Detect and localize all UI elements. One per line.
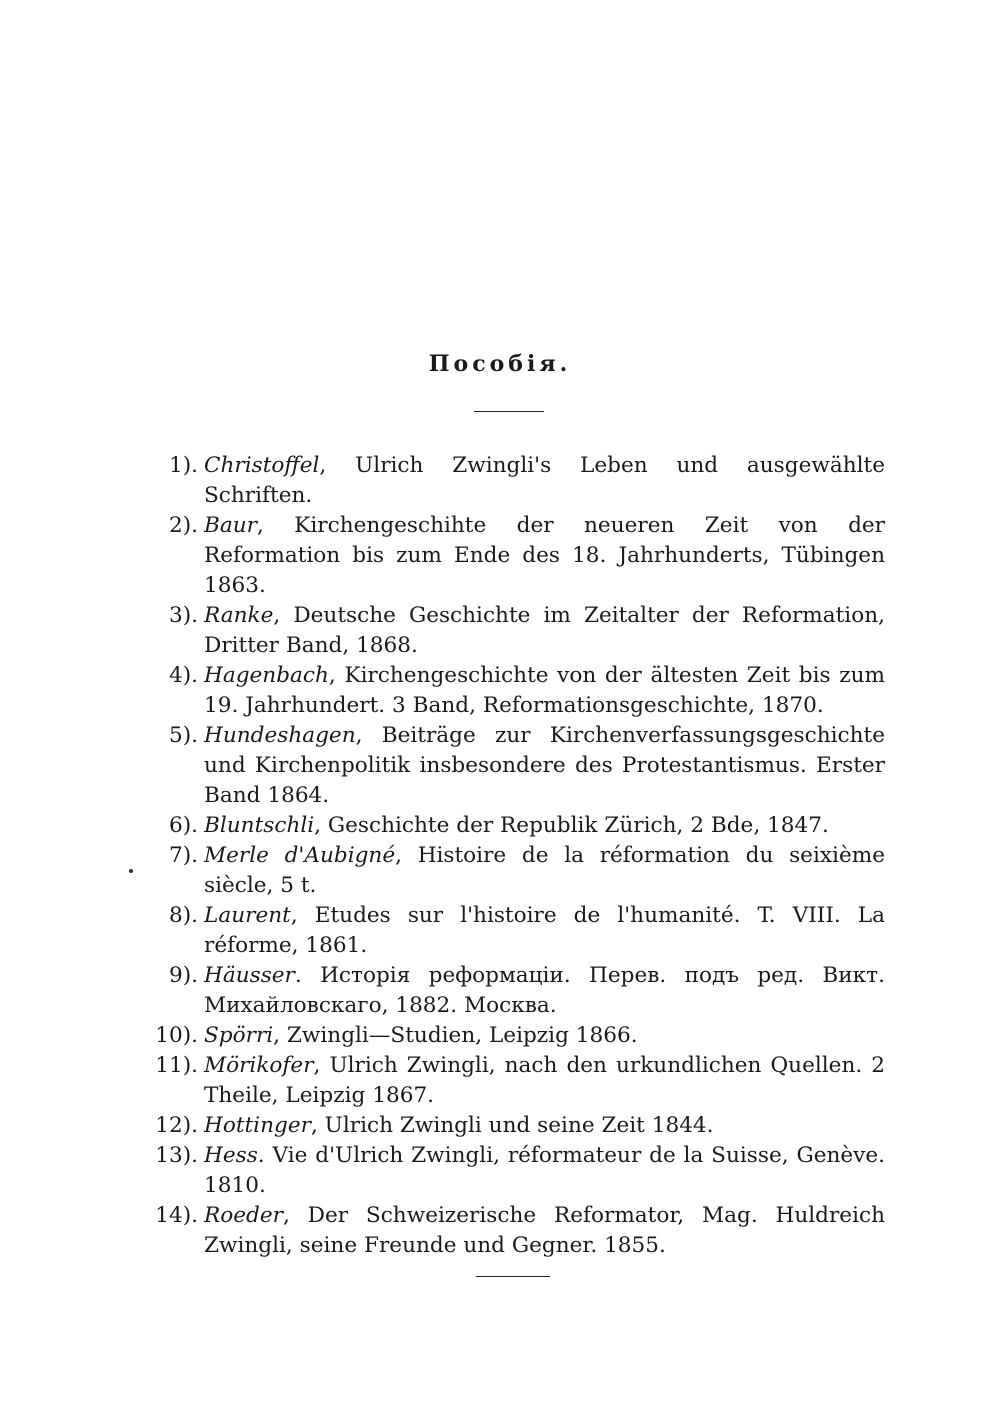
bibliography-entry — [140, 841, 885, 901]
entry-author: Laurent — [204, 903, 291, 928]
entry-title: Geschichte der Republik Zürich, 2 Bde, 1847. — [327, 813, 829, 838]
bibliography-entry — [140, 451, 885, 511]
entry-text: Hottinger, Ulrich Zwingli und seine Zeit 1844. — [204, 1113, 714, 1138]
bibliography-entry — [140, 1111, 885, 1141]
entry-title: Zwingli—Studien, Leipzig 1866. — [286, 1023, 638, 1048]
entry-title: Ulrich Zwingli und seine Zeit 1844. — [324, 1113, 714, 1138]
entry-text: Laurent, Etudes sur l'histoire de l'humanité. T. VIII. La réforme, 1861. — [204, 903, 885, 958]
bibliography-entry — [140, 811, 885, 841]
entry-number: 9). — [168, 963, 198, 988]
bibliography-entry — [140, 1051, 885, 1111]
bibliography-entry — [140, 961, 885, 1021]
entry-author: Christoffel — [204, 453, 320, 478]
entry-text: Roeder, Der Schweizerische Reformator, Mag. Huldreich Zwingli, seine Freunde und Gegner. 1855. — [204, 1203, 885, 1258]
bibliography-entry — [140, 901, 885, 961]
entry-text: Hagenbach, Kirchengeschichte von der ältesten Zeit bis zum 19. Jahrhundert. 3 Band, Reformationsgeschichte, 1870. — [204, 663, 886, 718]
entry-number: 8). — [168, 903, 198, 928]
bibliography-entry — [140, 511, 885, 601]
entry-text: Spörri, Zwingli—Studien, Leipzig 1866. — [204, 1023, 638, 1048]
end-divider — [476, 1276, 550, 1277]
entry-text: Mörikofer, Ulrich Zwingli, nach den urkundlichen Quellen. 2 Theile, Leipzig 1867. — [204, 1053, 885, 1108]
entry-number: 12). — [155, 1113, 198, 1138]
bibliography-entry — [140, 1141, 885, 1201]
entry-number: 6). — [168, 813, 198, 838]
entry-text: Häusser. Исторія реформаціи. Перев. подъ ред. Викт. Михайловскаго, 1882. Москва. — [204, 963, 885, 1018]
entry-number: 14). — [155, 1203, 198, 1228]
entry-number: 10). — [155, 1023, 198, 1048]
entry-author: Spörri — [204, 1023, 274, 1048]
entry-title: Vie d'Ulrich Zwingli, réformateur de la Suisse, Genève. 1810. — [204, 1143, 885, 1198]
entry-author: Roeder — [204, 1203, 283, 1228]
entry-text: Merle d'Aubigné, Histoire de la réformation du seixième siècle, 5 t. — [204, 843, 885, 898]
entry-author: Merle d'Aubigné — [204, 843, 396, 868]
entry-number: 3). — [168, 603, 198, 628]
entry-author: Ranke — [204, 603, 274, 628]
entry-title: Histoire de la réformation du seixième siècle, 5 t. — [204, 843, 885, 898]
entry-author: Häusser — [204, 963, 295, 988]
entry-author: Baur — [204, 513, 257, 538]
entry-number: 11). — [155, 1053, 198, 1078]
entry-title: Beiträge zur Kirchenverfassungsgeschichte und Kirchenpolitik insbesondere des Protestantismus. Erster Band 1864. — [204, 723, 885, 808]
entry-author: Hagenbach — [204, 663, 329, 688]
entry-title: Ulrich Zwingli's Leben und ausgewählte Schriften. — [204, 453, 885, 508]
print-speck — [129, 869, 133, 873]
entry-title: Kirchengeschichte von der ältesten Zeit bis zum 19. Jahrhundert. 3 Band, Reformationsgeschichte, 1870. — [204, 663, 886, 718]
bibliography-entry — [140, 601, 885, 661]
entry-text: Baur, Kirchengeschihte der neueren Zeit von der Reformation bis zum Ende des 18. Jahrhunderts, Tübingen 1863. — [204, 513, 886, 598]
entry-title: Deutsche Geschichte im Zeitalter der Reformation, Dritter Band, 1868. — [204, 603, 885, 658]
bibliography-entry — [140, 1021, 885, 1051]
entry-author: Hess — [204, 1143, 258, 1168]
entry-title: Etudes sur l'histoire de l'humanité. T. VIII. La réforme, 1861. — [204, 903, 885, 958]
entry-number: 1). — [168, 453, 198, 478]
entry-number: 7). — [168, 843, 198, 868]
entry-author: Hottinger — [204, 1113, 311, 1138]
bibliography-entry — [140, 721, 885, 811]
entry-author: Hundeshagen — [204, 723, 356, 748]
title-divider — [474, 411, 544, 412]
entry-title: Der Schweizerische Reformator, Mag. Huldreich Zwingli, seine Freunde und Gegner. 1855. — [204, 1203, 885, 1258]
entry-text: Hundeshagen, Beiträge zur Kirchenverfassungsgeschichte und Kirchenpolitik insbesondere des Protestantismus. Erster Band 1864. — [204, 723, 885, 808]
entry-text: Hess. Vie d'Ulrich Zwingli, réformateur de la Suisse, Genève. 1810. — [204, 1143, 885, 1198]
entry-number: 5). — [168, 723, 198, 748]
bibliography-list — [140, 451, 885, 1261]
entry-text: Bluntschli, Geschichte der Republik Zürich, 2 Bde, 1847. — [204, 813, 829, 838]
entry-text: Christoffel, Ulrich Zwingli's Leben und ausgewählte Schriften. — [204, 453, 885, 508]
entry-title: Kirchengeschihte der neueren Zeit von der Reformation bis zum Ende des 18. Jahrhunderts, Tübingen 1863. — [204, 513, 886, 598]
entry-text: Ranke, Deutsche Geschichte im Zeitalter der Reformation, Dritter Band, 1868. — [204, 603, 885, 658]
entry-number: 2). — [168, 513, 198, 538]
entry-number: 4). — [168, 663, 198, 688]
entry-number: 13). — [155, 1143, 198, 1168]
entry-title: Ulrich Zwingli, nach den urkundlichen Quellen. 2 Theile, Leipzig 1867. — [204, 1053, 885, 1108]
entry-author: Bluntschli — [204, 813, 315, 838]
bibliography-entry — [140, 661, 885, 721]
entry-author: Mörikofer — [204, 1053, 314, 1078]
entry-title: Исторія реформаціи. Перев. подъ ред. Викт. Михайловскаго, 1882. Москва. — [204, 963, 885, 1018]
bibliography-entry — [140, 1201, 885, 1261]
page-title: Пособія. — [428, 351, 572, 377]
